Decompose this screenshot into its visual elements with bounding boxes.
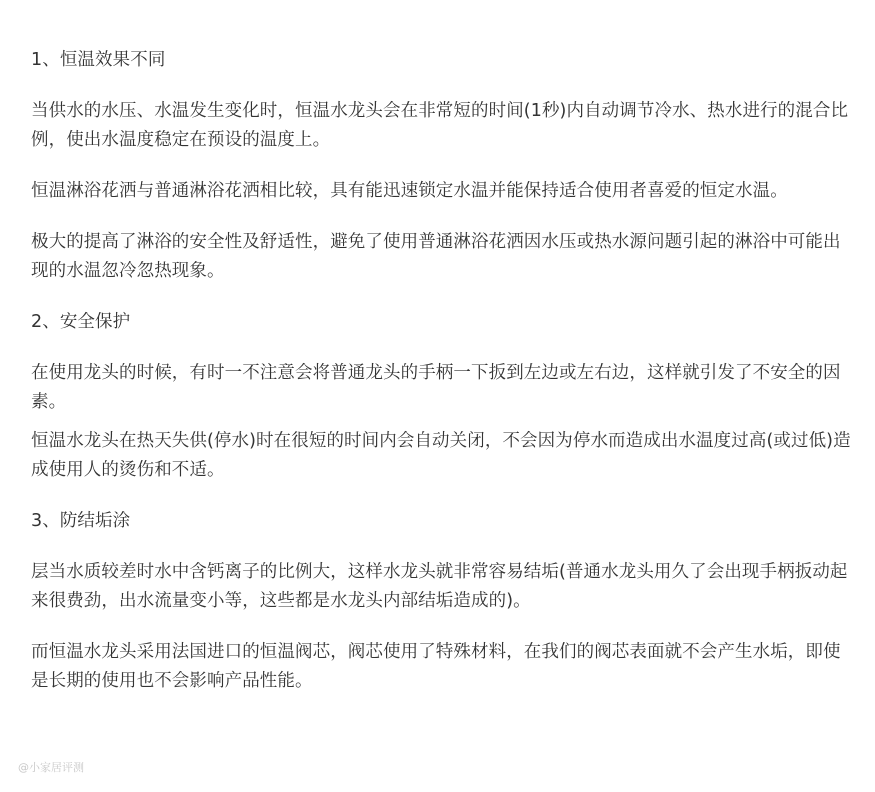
paragraph: 在使用龙头的时候，有时一不注意会将普通龙头的手柄一下扳到左边或左右边，这样就引发了不安全的因素。: [31, 363, 841, 412]
section-heading-3: 3、防结垢涂: [31, 511, 131, 531]
paragraph: 当供水的水压、水温发生变化时，恒温水龙头会在非常短的时间(1秒)内自动调节冷水、热水进行的混合比例，使出水温度稳定在预设的温度上。: [31, 101, 849, 150]
paragraph: 恒温淋浴花洒与普通淋浴花洒相比较，具有能迅速锁定水温并能保持适合使用者喜爱的恒定水温。: [31, 181, 788, 201]
watermark: @小家居评测: [18, 761, 84, 774]
paragraph: 极大的提高了淋浴的安全性及舒适性，避免了使用普通淋浴花洒因水压或热水源问题引起的淋浴中可能出现的水温忽冷忽热现象。: [31, 232, 841, 281]
section-heading-2: 2、安全保护: [31, 312, 131, 332]
article-body: [31, 46, 851, 718]
paragraph: 层当水质较差时水中含钙离子的比例大，这样水龙头就非常容易结垢(普通水龙头用久了会出现手柄扳动起来很费劲，出水流量变小等，这些都是水龙头内部结垢造成的)。: [31, 562, 848, 611]
paragraph: 而恒温水龙头采用法国进口的恒温阀芯，阀芯使用了特殊材料，在我们的阀芯表面就不会产生水垢，即使是长期的使用也不会影响产品性能。: [31, 642, 841, 691]
section-heading-1: 1、恒温效果不同: [31, 50, 166, 70]
paragraph: 恒温水龙头在热天失供(停水)时在很短的时间内会自动关闭，不会因为停水而造成出水温度过高(或过低)造成使用人的烫伤和不适。: [31, 431, 851, 480]
